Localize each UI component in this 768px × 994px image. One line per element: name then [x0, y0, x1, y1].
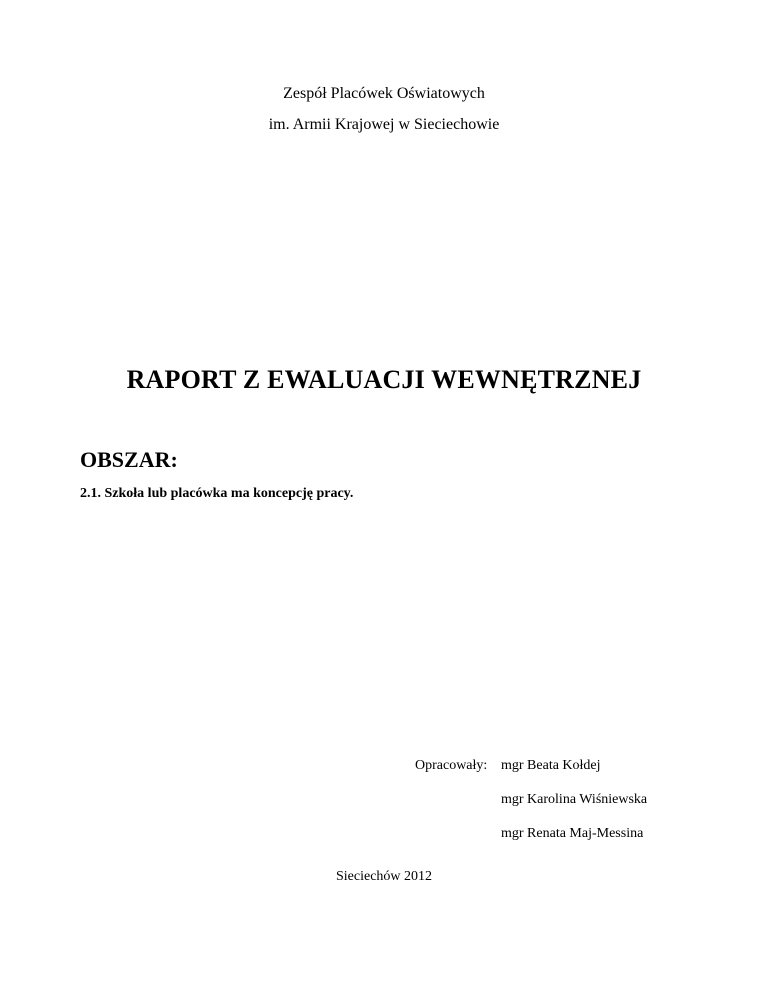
author-row — [415, 791, 647, 809]
place-and-year: Sieciechów 2012 — [335, 869, 433, 884]
institution-name: Zespół Placówek Oświatowych — [283, 85, 485, 102]
author-name: mgr Beata Kołdej — [501, 758, 601, 773]
institution-patron: im. Armii Krajowej w Sieciechowie — [268, 116, 500, 133]
area-label: OBSZAR: — [80, 447, 178, 472]
authors-block — [415, 757, 647, 859]
authors-label-spacer — [415, 825, 501, 843]
author-name: mgr Renata Maj-Messina — [501, 826, 644, 841]
author-row — [415, 757, 647, 775]
authors-label: Opracowały: — [415, 758, 488, 773]
area-description: 2.1. Szkoła lub placówka ma koncepcję pracy. — [80, 486, 354, 501]
author-name: mgr Karolina Wiśniewska — [501, 792, 648, 807]
report-title: RAPORT Z EWALUACJI WEWNĘTRZNEJ — [126, 365, 642, 394]
author-row — [415, 825, 647, 843]
authors-label-spacer — [415, 791, 501, 809]
